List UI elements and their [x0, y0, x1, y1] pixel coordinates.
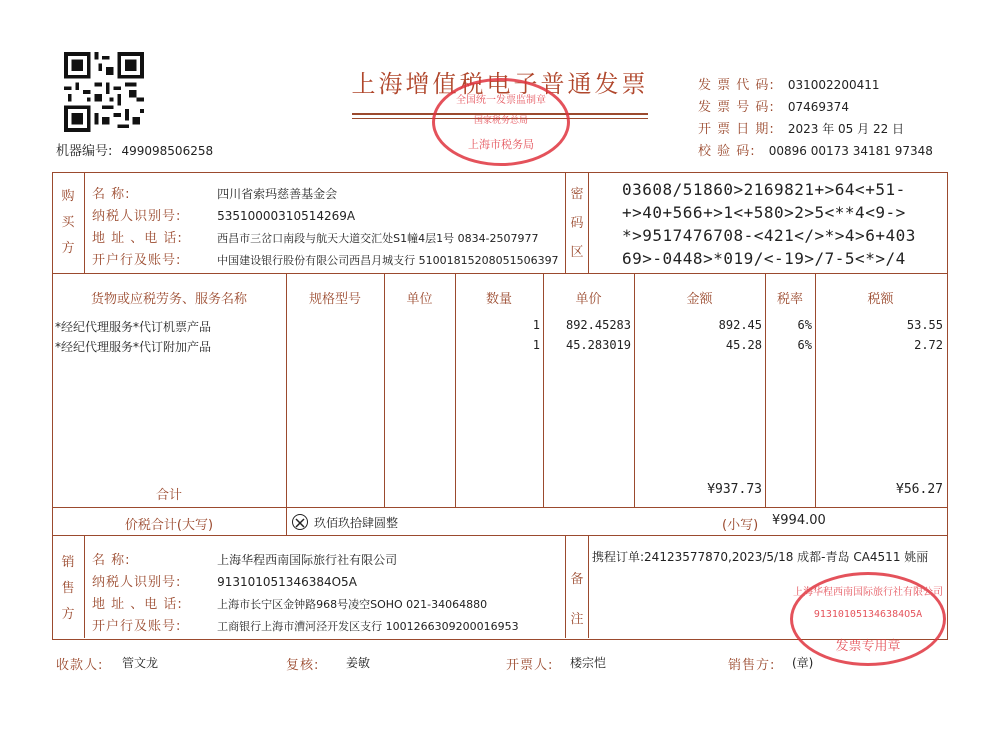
item-name: *经纪代理服务*代订机票产品	[55, 320, 212, 334]
item-name: *经纪代理服务*代订附加产品	[55, 340, 212, 354]
col-header-unit: 单位	[406, 292, 433, 307]
remark-side-label: 备注	[570, 572, 584, 627]
grand-total-lower-label: (小写)	[722, 518, 759, 533]
seller-invoice-stamp	[790, 572, 946, 666]
check-code-row	[698, 140, 933, 162]
supervision-stamp-bottom: 上海市税务局	[468, 138, 534, 151]
seller-tax-id-label: 纳税人识别号:	[92, 575, 182, 590]
grand-total-upper: 玖佰玖拾肆圆整	[314, 516, 399, 530]
buyer-info	[92, 183, 559, 271]
buyer-address: 西昌市三岔口南段与航天大道交汇处S1幢4层1号 0834-2507977	[217, 232, 539, 245]
item-amount: 45.28	[725, 338, 762, 352]
reviewer: 姜敏	[346, 656, 371, 670]
seller-stamp-arc: 上海华程西南国际旅行社有限公司	[793, 587, 943, 598]
invoice-code-label: 发 票 代 码:	[698, 78, 775, 93]
seller-label: 销售方:	[728, 658, 776, 673]
invoice-title: 上海增值税电子普通发票	[351, 70, 649, 98]
cipher-side-label: 密码区	[570, 187, 584, 260]
item-rate: 6%	[797, 338, 812, 352]
buyer-bank: 中国建设银行股份有限公司西昌月城支行 51001815208051506397	[217, 254, 559, 267]
seller-name-label: 名 称:	[92, 553, 131, 568]
seller-stamp-tax-id: 913101051346384O5A	[813, 609, 923, 620]
item-tax: 53.55	[906, 318, 943, 332]
invoice-no: 07469374	[787, 100, 849, 114]
drawer-label: 开票人:	[506, 658, 554, 673]
buyer-address-label: 地 址 、电 话:	[92, 231, 183, 246]
item-tax: 2.72	[914, 338, 943, 352]
total-label: 合计	[155, 488, 182, 503]
invoice-code-row	[698, 74, 933, 96]
item-price: 892.45283	[565, 318, 631, 332]
total-amount: ¥937.73	[707, 482, 762, 497]
seller-bank: 工商银行上海市漕河泾开发区支行 1001266309200016953	[217, 620, 519, 633]
buyer-bank-label: 开户行及账号:	[92, 253, 182, 268]
grand-total-label: 价税合计(大写)	[124, 518, 214, 533]
seller-stamp-bottom: 发票专用章	[835, 639, 901, 654]
invoice-date-row	[698, 118, 933, 140]
supervision-stamp-mid: 国家税务总局	[473, 116, 528, 126]
invoice-no-label: 发 票 号 码:	[698, 100, 775, 115]
col-header-name: 货物或应税劳务、服务名称	[90, 292, 247, 307]
payee-label: 收款人:	[56, 658, 104, 673]
machine-number-row	[56, 140, 213, 159]
total-tax: ¥56.27	[896, 482, 943, 497]
invoice-date: 2023 年 05 月 22 日	[787, 122, 905, 136]
cipher-line: +>40+566+>1<+580>2>5<**4<9->	[622, 203, 906, 222]
seller-info	[92, 549, 519, 637]
item-rate: 6%	[797, 318, 812, 332]
machine-number: 499098506258	[121, 144, 214, 158]
seller-tax-id: 913101051346384O5A	[217, 575, 357, 589]
col-header-spec: 规格型号	[308, 292, 361, 307]
invoice-date-label: 开 票 日 期:	[698, 122, 775, 137]
buyer-side-label: 购买方	[61, 189, 75, 256]
col-header-qty: 数量	[485, 292, 512, 307]
invoice-code: 031002200411	[787, 78, 880, 92]
remark-text: 携程订单:24123577870,2023/5/18 成都-青岛 CA4511 姚丽	[592, 550, 929, 564]
qr-code	[64, 52, 144, 132]
buyer-tax-id: 53510000310514269A	[217, 209, 356, 223]
seller-address: 上海市长宁区金钟路968号凌空SOHO 021-34064880	[217, 598, 488, 611]
invoice-no-row	[698, 96, 933, 118]
col-header-price: 单价	[575, 292, 602, 307]
seller-side-label: 销售方	[61, 555, 75, 622]
item-qty: 1	[532, 338, 540, 352]
seller-mark: (章)	[792, 656, 814, 670]
supervision-stamp	[432, 78, 570, 166]
buyer-name: 四川省索玛慈善基金会	[217, 187, 338, 201]
cipher-line: 69>-0448>*019/<-19>/7-5<*>/4	[622, 249, 906, 268]
drawer: 楼宗恺	[570, 656, 607, 670]
item-price: 45.283019	[565, 338, 631, 352]
item-qty: 1	[532, 318, 540, 332]
payee: 管文龙	[122, 656, 159, 670]
grand-total-lower: ¥994.00	[772, 513, 826, 528]
check-code-label: 校 验 码:	[698, 144, 756, 159]
col-header-amount: 金额	[686, 292, 713, 307]
item-amount: 892.45	[718, 318, 762, 332]
cipher-line: 03608/51860>2169821+>64<+51-	[622, 180, 906, 199]
check-code: 00896 00173 34181 97348	[768, 144, 933, 158]
footer	[56, 654, 936, 674]
seller-name: 上海华程西南国际旅行社有限公司	[217, 553, 398, 567]
seller-bank-label: 开户行及账号:	[92, 619, 182, 634]
buyer-name-label: 名 称:	[92, 187, 131, 202]
cipher-area	[622, 180, 916, 272]
reviewer-label: 复核:	[286, 658, 320, 673]
header-info	[698, 74, 933, 162]
col-header-rate: 税率	[776, 292, 803, 307]
cross-circle-icon	[292, 514, 308, 530]
cipher-line: *>9517476708-<421</>*>4>6+403	[622, 226, 916, 245]
machine-number-label: 机器编号:	[56, 144, 113, 159]
seller-address-label: 地 址 、电 话:	[92, 597, 183, 612]
buyer-tax-id-label: 纳税人识别号:	[92, 209, 182, 224]
col-header-tax: 税额	[867, 292, 894, 307]
supervision-stamp-top: 全国统一发票监制章	[456, 95, 546, 106]
